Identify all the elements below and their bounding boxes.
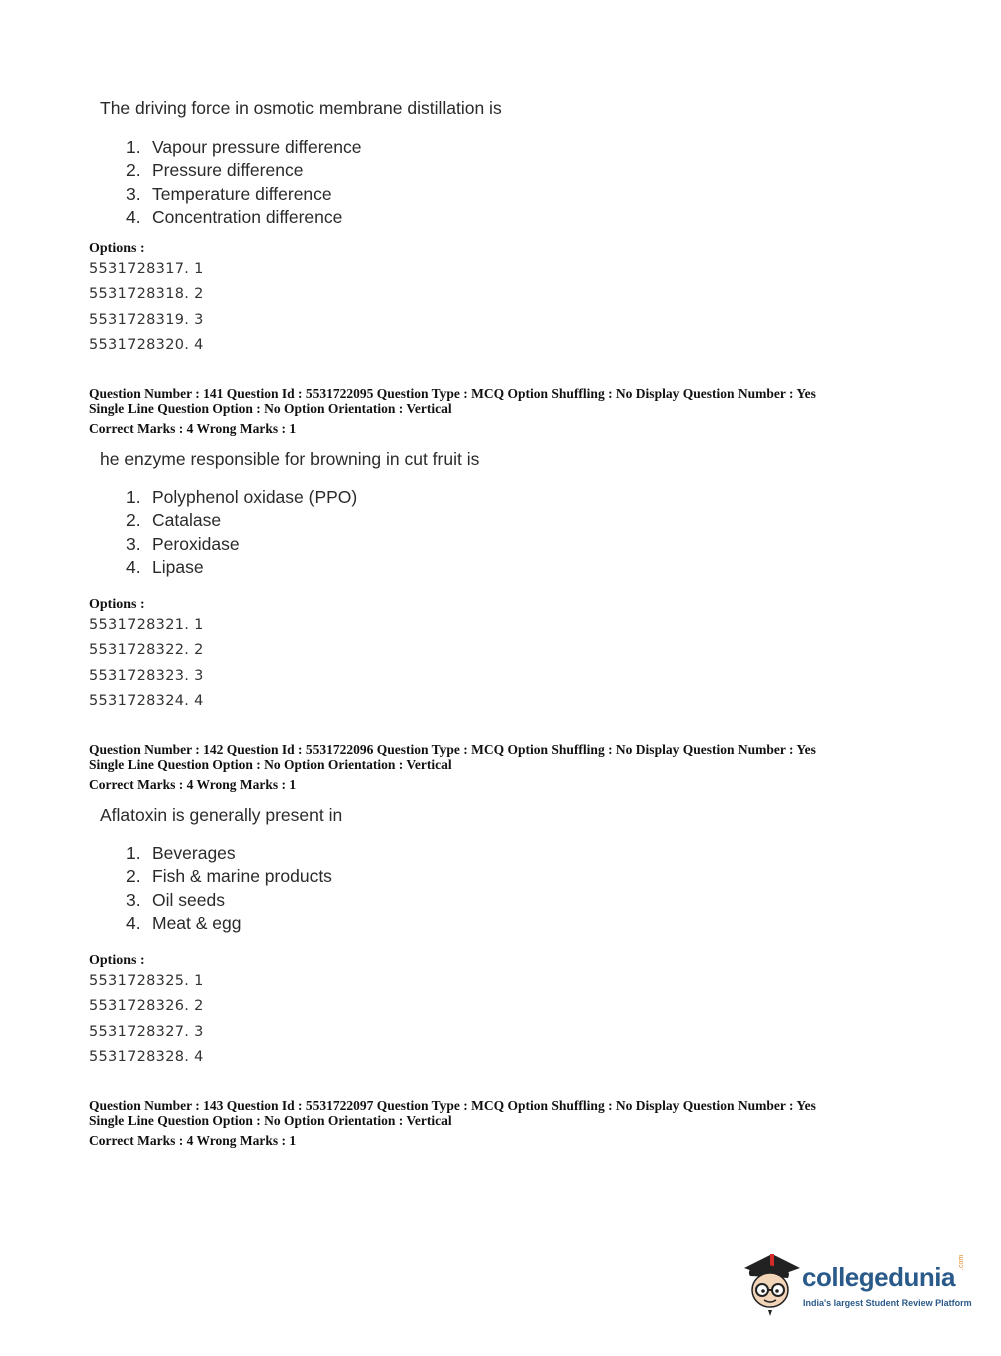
option-id: 5531728323. 3	[89, 667, 204, 684]
option-id: 5531728326. 2	[89, 998, 204, 1015]
student-mascot-icon	[740, 1248, 802, 1318]
question-marks: Correct Marks : 4 Wrong Marks : 1	[89, 1133, 297, 1148]
option-id: 5531728322. 2	[89, 642, 204, 659]
answer-choice: 3. Peroxidase	[126, 533, 240, 554]
question-marks: Correct Marks : 4 Wrong Marks : 1	[89, 421, 297, 436]
answer-choice: 2. Catalase	[126, 510, 222, 531]
answer-choice: 1. Vapour pressure difference	[126, 137, 362, 157]
answer-choice: 2. Fish & marine products	[126, 866, 332, 887]
option-id: 5531728328. 4	[89, 1048, 204, 1065]
logo-com: .com	[958, 1254, 965, 1270]
logo-wordmark: collegedunia	[802, 1262, 955, 1292]
option-id: 5531728320. 4	[89, 336, 204, 353]
question-marks: Correct Marks : 4 Wrong Marks : 1	[89, 777, 297, 792]
answer-choice: 3. Oil seeds	[126, 889, 225, 910]
answer-choice: 4. Meat & egg	[126, 912, 242, 933]
question-meta	[89, 1098, 909, 1148]
answer-choices	[126, 136, 361, 229]
option-id-list	[89, 969, 204, 1070]
option-id-list	[89, 613, 204, 714]
question-text: The driving force in osmotic membrane distillation is	[100, 98, 502, 118]
question-meta-line: Single Line Question Option : No Option Orientation : Vertical	[89, 1113, 452, 1128]
logo-tagline: India's largest Student Review Platform	[803, 1298, 972, 1308]
collegedunia-logo	[740, 1248, 970, 1318]
options-label: Options :	[89, 241, 145, 256]
answer-choices	[126, 842, 332, 935]
answer-choice: 2. Pressure difference	[126, 160, 304, 181]
options-label: Options :	[89, 953, 145, 968]
option-id: 5531728318. 2	[89, 286, 204, 303]
options-label: Options :	[89, 597, 145, 612]
option-id: 5531728319. 3	[89, 311, 204, 328]
question-meta-line: Question Number : 141 Question Id : 5531722095 Question Type : MCQ Option Shuffling : No Display Question Number : Yes	[89, 386, 816, 401]
question-text: Aflatoxin is generally present in	[100, 805, 343, 825]
answer-choices	[126, 486, 357, 579]
question-text: he enzyme responsible for browning in cut fruit is	[100, 449, 480, 469]
option-id: 5531728325. 1	[89, 973, 204, 989]
answer-choice: 4. Concentration difference	[126, 206, 343, 227]
question-meta-line: Single Line Question Option : No Option Orientation : Vertical	[89, 757, 452, 772]
question-meta-line: Single Line Question Option : No Option Orientation : Vertical	[89, 401, 452, 416]
question-meta-line: Question Number : 143 Question Id : 5531722097 Question Type : MCQ Option Shuffling : No Display Question Number : Yes	[89, 1098, 816, 1113]
option-id: 5531728327. 3	[89, 1023, 204, 1040]
answer-choice: 1. Beverages	[126, 843, 236, 863]
answer-choice: 3. Temperature difference	[126, 183, 332, 204]
question-meta	[89, 386, 909, 436]
option-id-list	[89, 257, 204, 358]
question-meta-line: Question Number : 142 Question Id : 5531722096 Question Type : MCQ Option Shuffling : No Display Question Number : Yes	[89, 742, 816, 757]
option-id: 5531728324. 4	[89, 692, 204, 709]
answer-choice: 4. Lipase	[126, 556, 204, 577]
option-id: 5531728321. 1	[89, 617, 204, 633]
question-meta	[89, 742, 909, 792]
answer-choice: 1. Polyphenol oxidase (PPO)	[126, 487, 358, 507]
option-id: 5531728317. 1	[89, 261, 204, 277]
